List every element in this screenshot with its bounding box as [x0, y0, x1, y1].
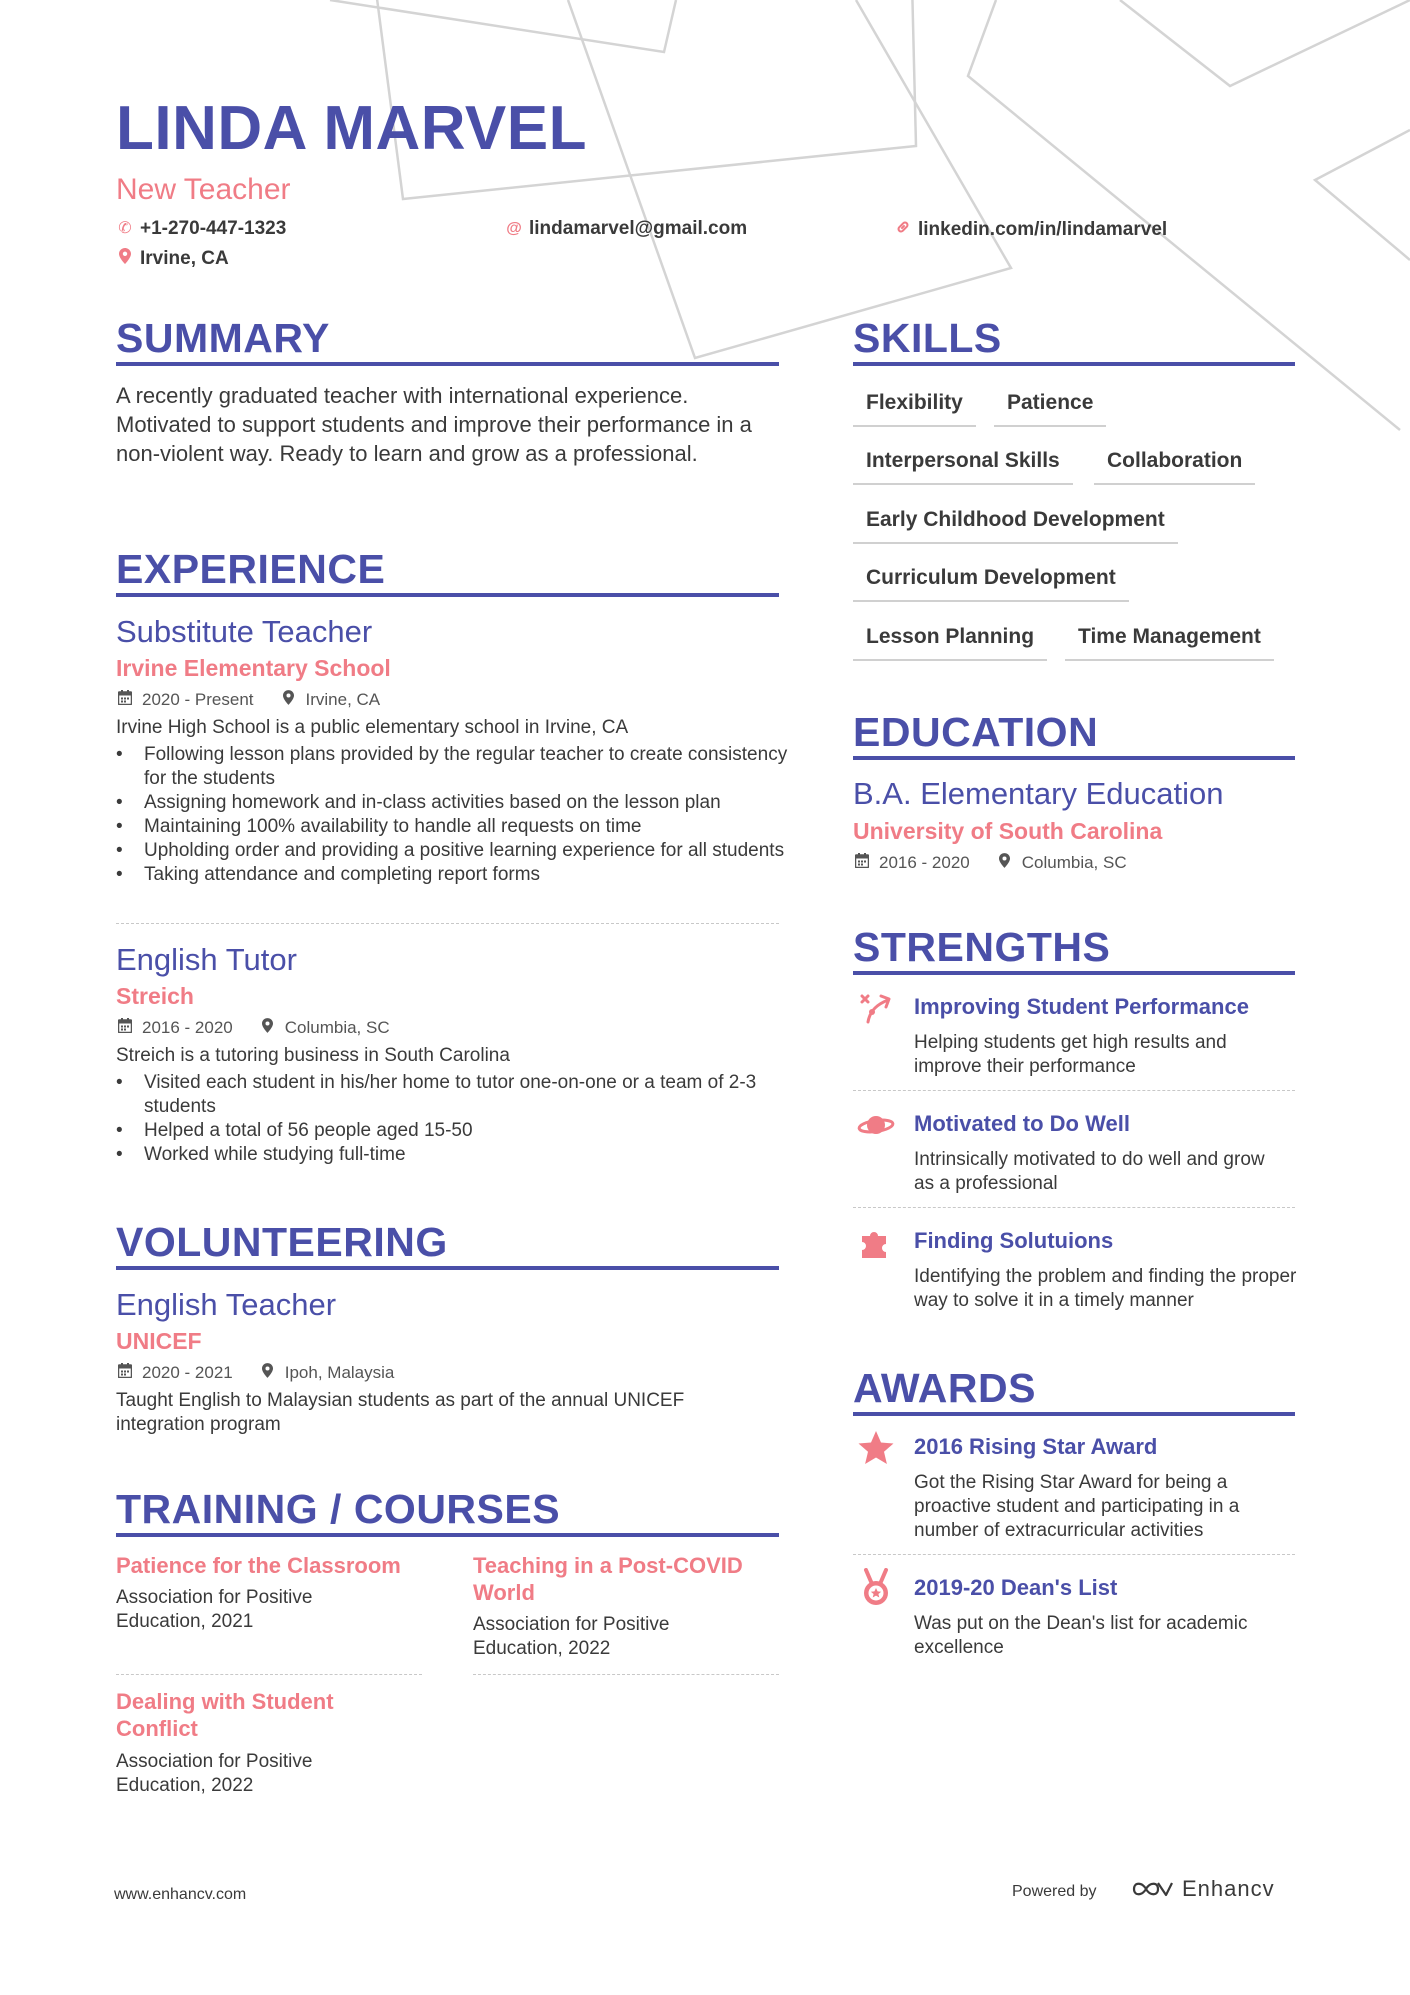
course-title: Patience for the Classroom	[116, 1553, 401, 1578]
job-title: English Tutor	[116, 942, 297, 977]
list-item: • Upholding order and providing a positive learning experience for all students	[116, 839, 788, 863]
job-bullets	[116, 1071, 788, 1167]
volunteer-location: Ipoh, Malaysia	[284, 1362, 395, 1382]
divider	[116, 1674, 422, 1675]
location-pin-icon	[280, 690, 298, 708]
divider	[116, 923, 779, 924]
skill-tag: Lesson Planning	[853, 626, 1047, 661]
education-heading: EDUCATION	[853, 709, 1099, 755]
calendar-icon	[116, 690, 134, 708]
enhancv-logo-icon	[1130, 1877, 1174, 1901]
strengths-heading: STRENGTHS	[853, 924, 1111, 970]
job-description: Irvine High School is a public elementary school in Irvine, CA	[116, 717, 629, 738]
award-text: Was put on the Dean's list for academic excellence	[914, 1613, 1248, 1658]
volunteer-meta	[116, 1363, 394, 1381]
award-title: 2019-20 Dean's List	[914, 1575, 1118, 1600]
location-pin-icon	[996, 853, 1014, 871]
strength-text: Helping students get high results and improve their performance	[914, 1032, 1227, 1077]
candidate-name: LINDA MARVEL	[116, 94, 587, 163]
footer-powered-by: Powered by	[1012, 1883, 1097, 1900]
education-rule	[853, 756, 1295, 760]
skill-tag: Collaboration	[1094, 450, 1255, 485]
education-location: Columbia, SC	[1021, 852, 1127, 872]
location-pin-icon	[259, 1018, 277, 1036]
list-item: • Maintaining 100% availability to handle all requests on time	[116, 815, 788, 839]
job-bullets	[116, 743, 788, 887]
strength-title: Improving Student Performance	[914, 994, 1249, 1019]
strength-title: Motivated to Do Well	[914, 1111, 1130, 1136]
course-detail: Association for Positive Education, 2021	[116, 1587, 313, 1632]
training-rule	[116, 1533, 779, 1537]
job-location: Columbia, SC	[284, 1017, 390, 1037]
location-pin-icon	[259, 1363, 277, 1381]
divider	[473, 1674, 779, 1675]
strength-title: Finding Solutuions	[914, 1228, 1114, 1253]
location-contact	[116, 248, 229, 268]
summary-rule	[116, 362, 779, 366]
job-location: Irvine, CA	[305, 689, 381, 709]
job-company: Streich	[116, 983, 194, 1009]
skill-tag: Time Management	[1065, 626, 1274, 661]
strengths-rule	[853, 971, 1295, 975]
divider	[853, 1207, 1295, 1208]
summary-heading: SUMMARY	[116, 315, 330, 361]
location-text: Irvine, CA	[140, 247, 229, 269]
medal-icon	[856, 1568, 896, 1608]
award-text: Got the Rising Star Award for being a proactive student and participating in a number of extracurricular activities	[914, 1472, 1240, 1541]
job-dates: 2016 - 2020	[142, 1017, 233, 1037]
phone-icon: ✆	[118, 219, 132, 237]
list-item: • Assigning homework and in-class activities based on the lesson plan	[116, 791, 788, 815]
job-title: Substitute Teacher	[116, 614, 373, 649]
awards-rule	[853, 1412, 1295, 1416]
skill-tag: Early Childhood Development	[853, 509, 1178, 544]
star-icon	[856, 1428, 896, 1468]
linkedin-contact[interactable]	[894, 219, 1167, 239]
email-contact[interactable]	[505, 219, 747, 238]
volunteer-description: Taught English to Malaysian students as part of the annual UNICEF integration program	[116, 1390, 685, 1435]
footer-brand-name: Enhancv	[1182, 1876, 1275, 1901]
calendar-icon	[116, 1363, 134, 1381]
list-item: • Taking attendance and completing report forms	[116, 863, 788, 887]
direction-arrows-icon	[856, 988, 896, 1028]
course-detail: Association for Positive Education, 2022	[473, 1614, 670, 1659]
puzzle-icon	[856, 1222, 896, 1262]
volunteer-dates: 2020 - 2021	[142, 1362, 233, 1382]
skill-tag: Flexibility	[853, 392, 976, 427]
education-dates: 2016 - 2020	[879, 852, 970, 872]
link-icon	[894, 219, 912, 239]
awards-heading: AWARDS	[853, 1365, 1036, 1411]
job-meta	[116, 690, 380, 708]
skill-tag: Interpersonal Skills	[853, 450, 1073, 485]
calendar-icon	[116, 1018, 134, 1036]
training-heading: TRAINING / COURSES	[116, 1486, 561, 1532]
education-meta	[853, 853, 1127, 871]
course-title: Teaching in a Post-COVID World	[473, 1553, 743, 1605]
degree-title: B.A. Elementary Education	[853, 776, 1224, 811]
job-dates: 2020 - Present	[142, 689, 254, 709]
at-icon: @	[506, 219, 522, 237]
strength-text: Intrinsically motivated to do well and grow as a professional	[914, 1149, 1265, 1194]
list-item: • Worked while studying full-time	[116, 1143, 788, 1167]
skills-heading: SKILLS	[853, 315, 1002, 361]
phone-contact[interactable]	[116, 219, 286, 238]
phone-text: +1-270-447-1323	[140, 218, 287, 239]
school-name: University of South Carolina	[853, 818, 1163, 844]
job-description: Streich is a tutoring business in South Carolina	[116, 1045, 510, 1066]
skill-tag: Curriculum Development	[853, 567, 1129, 602]
course-title: Dealing with Student Conflict	[116, 1689, 334, 1741]
award-title: 2016 Rising Star Award	[914, 1434, 1158, 1459]
candidate-role: New Teacher	[116, 173, 291, 206]
job-company: Irvine Elementary School	[116, 655, 391, 681]
skills-rule	[853, 362, 1295, 366]
job-meta	[116, 1018, 390, 1036]
experience-heading: EXPERIENCE	[116, 546, 386, 592]
list-item: • Visited each student in his/her home to tutor one-on-one or a team of 2-3 students	[116, 1071, 788, 1119]
linkedin-text: linkedin.com/in/lindamarvel	[918, 218, 1168, 240]
divider	[853, 1554, 1295, 1555]
course-detail: Association for Positive Education, 2022	[116, 1751, 313, 1796]
footer-brand[interactable]	[1130, 1876, 1275, 1902]
skill-tag: Patience	[994, 392, 1106, 427]
volunteering-heading: VOLUNTEERING	[116, 1219, 448, 1265]
experience-rule	[116, 593, 779, 597]
planet-icon	[856, 1107, 896, 1147]
volunteer-role: English Teacher	[116, 1287, 337, 1322]
list-item: • Helped a total of 56 people aged 15-50	[116, 1119, 788, 1143]
volunteering-rule	[116, 1266, 779, 1270]
footer-url[interactable]: www.enhancv.com	[114, 1886, 247, 1903]
calendar-icon	[853, 853, 871, 871]
location-pin-icon	[116, 248, 134, 268]
volunteer-org: UNICEF	[116, 1328, 202, 1354]
summary-text: A recently graduated teacher with international experience. Motivated to support students and improve their performance in a non-violent way. Ready to learn and grow as a professional.	[116, 383, 752, 466]
divider	[853, 1090, 1295, 1091]
strength-text: Identifying the problem and finding the proper way to solve it in a timely manner	[914, 1266, 1297, 1311]
email-text: lindamarvel@gmail.com	[529, 218, 748, 239]
list-item: • Following lesson plans provided by the regular teacher to create consistency for the students	[116, 743, 788, 791]
